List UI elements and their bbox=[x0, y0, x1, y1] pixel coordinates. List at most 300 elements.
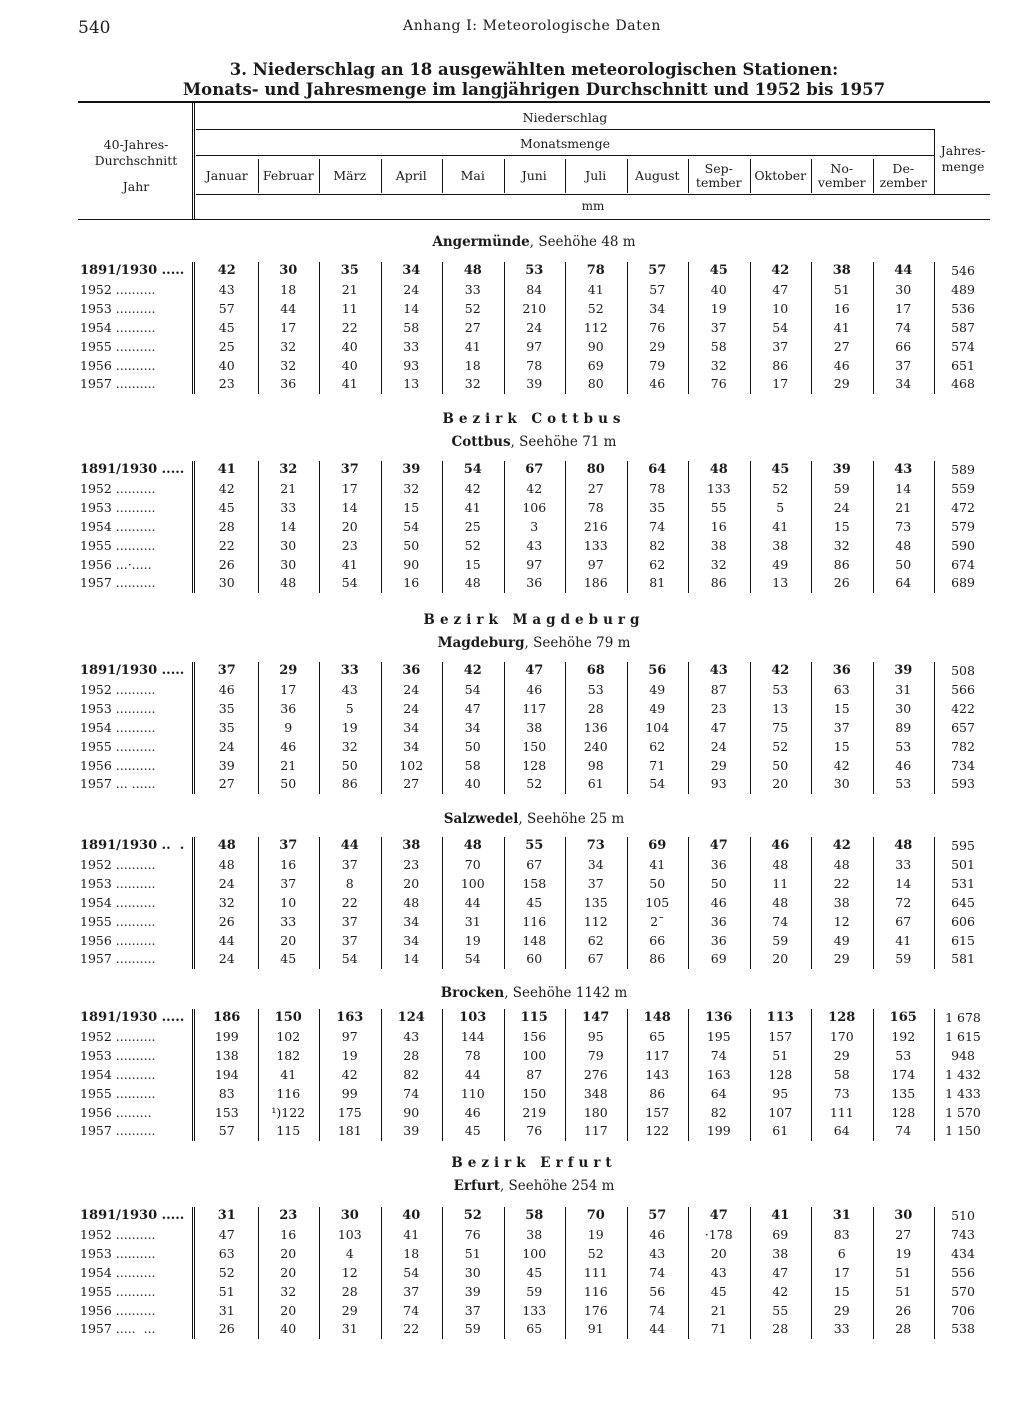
monthly-value: 17 bbox=[772, 376, 789, 392]
monthly-value: 27 bbox=[895, 1226, 912, 1242]
monthly-value: 24 bbox=[833, 499, 850, 515]
header-rule-2 bbox=[196, 155, 934, 156]
month-header-divider bbox=[688, 159, 689, 193]
table-title-line-1: 3. Niederschlag an 18 ausgewählten meteorologischen Stationen: bbox=[229, 60, 839, 79]
monthly-value: 135 bbox=[891, 1085, 916, 1101]
table-row bbox=[78, 1010, 990, 1029]
monthly-value: 43 bbox=[894, 462, 913, 477]
monthly-value: 48 bbox=[772, 856, 789, 872]
monthly-value: 44 bbox=[218, 932, 235, 948]
annual-value: 606 bbox=[951, 913, 975, 929]
header-rule-3 bbox=[196, 194, 990, 195]
monthly-value: 93 bbox=[710, 776, 727, 792]
monthly-value: 219 bbox=[522, 1104, 547, 1120]
monthly-value: 36 bbox=[710, 932, 727, 948]
table-row bbox=[78, 857, 990, 876]
monthly-value: 46 bbox=[464, 1104, 481, 1120]
monthly-value: 46 bbox=[895, 757, 912, 773]
monthly-value: 74 bbox=[649, 1302, 666, 1318]
monthly-value: 98 bbox=[587, 757, 604, 773]
monthly-value: 37 bbox=[833, 719, 850, 735]
row-year: 1955 .......... bbox=[80, 913, 156, 929]
row-year: 1891/1930 ..... bbox=[80, 263, 185, 278]
monthly-value: 41 bbox=[464, 338, 481, 354]
monthly-value: 128 bbox=[828, 1010, 856, 1025]
monthly-value: 43 bbox=[709, 663, 728, 678]
monthly-value: 41 bbox=[649, 856, 666, 872]
monthly-value: 19 bbox=[341, 1047, 358, 1063]
monthly-value: 33 bbox=[895, 856, 912, 872]
month-header: De- zember bbox=[879, 161, 927, 190]
monthly-value: 33 bbox=[280, 913, 297, 929]
monthly-value: 4 bbox=[345, 1245, 354, 1261]
annual-value: 589 bbox=[951, 462, 975, 477]
annual-value: 689 bbox=[951, 575, 975, 591]
row-year: 1955 .......... bbox=[80, 738, 156, 754]
table-row bbox=[78, 1105, 990, 1124]
annual-value: 434 bbox=[951, 1245, 975, 1261]
monthly-value: 34 bbox=[403, 913, 420, 929]
monthly-value: 74 bbox=[710, 1047, 727, 1063]
niederschlag-header: Niederschlag bbox=[522, 110, 608, 125]
annual-value: 574 bbox=[951, 338, 975, 354]
monthly-value: 43 bbox=[218, 281, 235, 297]
table-row bbox=[78, 776, 990, 795]
monthly-value: 37 bbox=[895, 357, 912, 373]
monthly-value: 87 bbox=[526, 1066, 543, 1082]
monthly-value: 79 bbox=[649, 357, 666, 373]
monthly-value: 76 bbox=[526, 1123, 543, 1139]
monthly-value: 44 bbox=[894, 263, 913, 278]
monthly-value: 102 bbox=[276, 1028, 301, 1044]
monthly-value: 80 bbox=[586, 462, 605, 477]
row-year: 1953 .......... bbox=[80, 1245, 156, 1261]
district-heading bbox=[78, 1155, 990, 1171]
monthly-value: 45 bbox=[710, 1283, 727, 1299]
row-year: 1957 ... ...... bbox=[80, 776, 156, 792]
monthly-value: 74 bbox=[895, 1123, 912, 1139]
year-column-header bbox=[78, 103, 194, 219]
monthly-value: 86 bbox=[772, 357, 789, 373]
monthly-value: 31 bbox=[217, 1208, 236, 1223]
monthly-value: 26 bbox=[218, 1321, 235, 1337]
monthly-value: 36 bbox=[832, 663, 851, 678]
monthly-value: 28 bbox=[772, 1321, 789, 1337]
monthly-value: 15 bbox=[464, 556, 481, 572]
monthly-value: 112 bbox=[583, 319, 608, 335]
monthly-value: 26 bbox=[895, 1302, 912, 1318]
station-name: Angermünde bbox=[432, 234, 530, 250]
row-year: 1952 .......... bbox=[80, 281, 156, 297]
monthly-value: 135 bbox=[583, 894, 608, 910]
monthly-value: 20 bbox=[403, 875, 420, 891]
monthly-value: 14 bbox=[895, 480, 912, 496]
annual-value: 593 bbox=[951, 776, 975, 792]
monthly-value: 52 bbox=[464, 300, 481, 316]
monthly-value: 15 bbox=[403, 499, 420, 515]
monthly-value: 48 bbox=[894, 838, 913, 853]
monthly-value: 47 bbox=[709, 838, 728, 853]
monthly-value: 36 bbox=[280, 700, 297, 716]
monthly-value: 52 bbox=[772, 738, 789, 754]
monthly-value: 24 bbox=[403, 700, 420, 716]
monthly-value: 34 bbox=[895, 376, 912, 392]
monthly-value: 128 bbox=[768, 1066, 793, 1082]
monthly-value: 14 bbox=[403, 300, 420, 316]
monthly-value: 192 bbox=[891, 1028, 916, 1044]
monthly-value: 61 bbox=[587, 776, 604, 792]
monthly-value: 103 bbox=[337, 1226, 362, 1242]
monthly-value: 58 bbox=[403, 319, 420, 335]
row-year: 1954 .......... bbox=[80, 518, 156, 534]
monthly-value: 105 bbox=[645, 894, 670, 910]
monthly-value: 17 bbox=[280, 319, 297, 335]
annual-value: 570 bbox=[951, 1283, 975, 1299]
monthly-value: 23 bbox=[218, 376, 235, 392]
monthly-value: 175 bbox=[337, 1104, 362, 1120]
monthly-value: 27 bbox=[833, 338, 850, 354]
monthly-value: 76 bbox=[464, 1226, 481, 1242]
monthly-value: 55 bbox=[525, 838, 544, 853]
month-header-divider bbox=[811, 159, 812, 193]
annual-value: 674 bbox=[951, 556, 975, 572]
monthly-value: 50 bbox=[464, 738, 481, 754]
monthly-value: 44 bbox=[464, 894, 481, 910]
monthly-value: 56 bbox=[649, 1283, 666, 1299]
monthly-value: 27 bbox=[403, 776, 420, 792]
monthly-value: 113 bbox=[766, 1010, 794, 1025]
monthly-value: 9 bbox=[284, 719, 293, 735]
table-row bbox=[78, 895, 990, 914]
monthly-value: 37 bbox=[217, 663, 236, 678]
monthly-value: 37 bbox=[341, 913, 358, 929]
monthly-value: 90 bbox=[587, 338, 604, 354]
table-row bbox=[78, 500, 990, 519]
monthly-value: 57 bbox=[649, 281, 666, 297]
monthly-value: 69 bbox=[710, 951, 727, 967]
monthly-value: 54 bbox=[464, 951, 481, 967]
monthly-value: 41 bbox=[895, 932, 912, 948]
monthly-value: 110 bbox=[460, 1085, 485, 1101]
monthly-value: 28 bbox=[218, 518, 235, 534]
monthly-value: 104 bbox=[645, 719, 670, 735]
monthly-value: 51 bbox=[895, 1283, 912, 1299]
monthly-value: 51 bbox=[464, 1245, 481, 1261]
monthly-value: 23 bbox=[710, 700, 727, 716]
monthly-value: 28 bbox=[341, 1283, 358, 1299]
monthly-value: 100 bbox=[522, 1047, 547, 1063]
month-header-divider bbox=[442, 159, 443, 193]
annual-value: 468 bbox=[951, 376, 975, 392]
monthly-value: 34 bbox=[649, 300, 666, 316]
jahresmenge-header-line-1: Jahres- bbox=[940, 143, 986, 158]
header-double-divider bbox=[192, 103, 195, 219]
monthly-value: 13 bbox=[772, 700, 789, 716]
monthly-value: 97 bbox=[341, 1028, 358, 1044]
monthly-value: 42 bbox=[772, 1283, 789, 1299]
monthly-value: 82 bbox=[710, 1104, 727, 1120]
monthly-value: 144 bbox=[460, 1028, 485, 1044]
monthly-value: 90 bbox=[403, 556, 420, 572]
monthly-value: 32 bbox=[464, 376, 481, 392]
row-year: 1954 .......... bbox=[80, 1264, 156, 1280]
monthly-value: 53 bbox=[587, 681, 604, 697]
annual-value: 538 bbox=[951, 1321, 975, 1337]
annual-value: 645 bbox=[951, 894, 975, 910]
monthly-value: ¹)122 bbox=[271, 1104, 306, 1120]
monthly-value: 28 bbox=[587, 700, 604, 716]
month-header: August bbox=[634, 168, 680, 183]
monthly-value: 41 bbox=[464, 499, 481, 515]
row-year: 1957 .......... bbox=[80, 376, 156, 392]
monthly-value: 16 bbox=[280, 856, 297, 872]
station-elevation: , Seehöhe 79 m bbox=[524, 635, 631, 651]
monthly-value: 20 bbox=[341, 518, 358, 534]
monthly-value: 42 bbox=[217, 263, 236, 278]
monthly-value: 12 bbox=[341, 1264, 358, 1280]
monthly-value: 42 bbox=[833, 757, 850, 773]
monthly-value: 181 bbox=[337, 1123, 362, 1139]
monthly-value: 33 bbox=[340, 663, 359, 678]
station-heading bbox=[78, 811, 990, 827]
row-year: 1955 .......... bbox=[80, 537, 156, 553]
row-year: 1956 ...·..... bbox=[80, 556, 152, 572]
table-row bbox=[78, 1246, 990, 1265]
monthly-value: 89 bbox=[895, 719, 912, 735]
monthly-value: 73 bbox=[586, 838, 605, 853]
monthly-value: 13 bbox=[772, 575, 789, 591]
monthly-value: 49 bbox=[649, 681, 666, 697]
year-header-line-1: 40-Jahres- bbox=[103, 137, 169, 152]
row-year: 1957 ..... ... bbox=[80, 1321, 156, 1337]
table-row bbox=[78, 1265, 990, 1284]
monthly-value: 61 bbox=[772, 1123, 789, 1139]
monthly-value: 62 bbox=[649, 738, 666, 754]
monthly-value: 53 bbox=[525, 263, 544, 278]
annual-value: 590 bbox=[951, 537, 975, 553]
monthly-value: 276 bbox=[583, 1066, 608, 1082]
table-row bbox=[78, 1284, 990, 1303]
table-row bbox=[78, 358, 990, 377]
row-year: 1954 .......... bbox=[80, 894, 156, 910]
monthly-value: 37 bbox=[710, 319, 727, 335]
monthly-value: 34 bbox=[403, 719, 420, 735]
monthly-value: 72 bbox=[895, 894, 912, 910]
monthly-value: 49 bbox=[772, 556, 789, 572]
monthly-value: 30 bbox=[464, 1264, 481, 1280]
table-title bbox=[78, 60, 990, 100]
station-elevation: , Seehöhe 1142 m bbox=[504, 985, 628, 1001]
monthly-value: 21 bbox=[341, 281, 358, 297]
monthly-value: 19 bbox=[341, 719, 358, 735]
monthly-value: ·178 bbox=[704, 1226, 733, 1242]
monthly-value: 16 bbox=[710, 518, 727, 534]
annual-value: 566 bbox=[951, 681, 975, 697]
monthly-value: 124 bbox=[397, 1010, 425, 1025]
annual-value: 472 bbox=[951, 499, 975, 515]
monthly-value: 25 bbox=[464, 518, 481, 534]
monthly-value: 29 bbox=[710, 757, 727, 773]
monthly-value: 38 bbox=[772, 1245, 789, 1261]
month-header-divider bbox=[627, 159, 628, 193]
monthly-value: 36 bbox=[402, 663, 421, 678]
monthly-value: 17 bbox=[895, 300, 912, 316]
station-name: Erfurt bbox=[453, 1178, 500, 1194]
monthly-value: 48 bbox=[463, 838, 482, 853]
monthly-value: 122 bbox=[645, 1123, 670, 1139]
monthly-value: 27 bbox=[464, 319, 481, 335]
monthly-value: 41 bbox=[587, 281, 604, 297]
monthly-value: 58 bbox=[464, 757, 481, 773]
monthly-value: 59 bbox=[464, 1321, 481, 1337]
monthly-value: 31 bbox=[895, 681, 912, 697]
table-row bbox=[78, 1029, 990, 1048]
row-year: 1954 .......... bbox=[80, 319, 156, 335]
row-year: 1957 .......... bbox=[80, 951, 156, 967]
monthly-value: 64 bbox=[710, 1085, 727, 1101]
monthly-value: 32 bbox=[710, 357, 727, 373]
monthly-value: 54 bbox=[403, 1264, 420, 1280]
monthly-value: 63 bbox=[218, 1245, 235, 1261]
monthly-value: 67 bbox=[526, 856, 543, 872]
row-year: 1891/1930 ..... bbox=[80, 1010, 185, 1025]
monthly-value: 40 bbox=[464, 776, 481, 792]
monthly-value: 54 bbox=[464, 681, 481, 697]
table-row bbox=[78, 481, 990, 500]
monthly-value: 117 bbox=[522, 700, 547, 716]
monthly-value: 11 bbox=[341, 300, 358, 316]
monthly-value: 10 bbox=[772, 300, 789, 316]
monthly-value: 158 bbox=[522, 875, 547, 891]
monthly-value: 66 bbox=[895, 338, 912, 354]
monthly-value: 42 bbox=[526, 480, 543, 496]
monthly-value: 240 bbox=[583, 738, 608, 754]
monthly-value: 59 bbox=[526, 1283, 543, 1299]
month-header: Januar bbox=[205, 168, 248, 183]
table-row bbox=[78, 663, 990, 682]
annual-value: 587 bbox=[951, 319, 975, 335]
monthly-value: 74 bbox=[649, 1264, 666, 1280]
monthly-value: 5 bbox=[776, 499, 785, 515]
annual-value: 657 bbox=[951, 719, 975, 735]
monthly-value: 66 bbox=[649, 932, 666, 948]
month-header: Juli bbox=[585, 168, 607, 183]
monthly-value: 46 bbox=[710, 894, 727, 910]
monthly-value: 24 bbox=[218, 951, 235, 967]
monthly-value: 8 bbox=[345, 875, 354, 891]
monthly-value: 46 bbox=[771, 838, 790, 853]
table-row bbox=[78, 320, 990, 339]
row-year: 1955 .......... bbox=[80, 338, 156, 354]
monthly-value: 20 bbox=[710, 1245, 727, 1261]
monthly-value: 117 bbox=[645, 1047, 670, 1063]
monthly-value: 116 bbox=[583, 1283, 608, 1299]
station-heading bbox=[78, 985, 990, 1001]
monthly-value: 32 bbox=[280, 1283, 297, 1299]
monthly-value: 43 bbox=[341, 681, 358, 697]
annual-value: 651 bbox=[951, 357, 975, 373]
monthly-value: 45 bbox=[771, 462, 790, 477]
annual-value: 501 bbox=[951, 856, 975, 872]
monthly-value: 55 bbox=[710, 499, 727, 515]
monthly-value: 97 bbox=[587, 556, 604, 572]
monthly-value: 20 bbox=[280, 932, 297, 948]
row-year: 1955 .......... bbox=[80, 1283, 156, 1299]
monthly-value: 42 bbox=[771, 263, 790, 278]
district-heading bbox=[78, 612, 990, 628]
month-header-divider bbox=[565, 159, 566, 193]
monthly-value: 48 bbox=[463, 263, 482, 278]
monthly-value: 23 bbox=[403, 856, 420, 872]
monthly-value: 103 bbox=[459, 1010, 487, 1025]
monthly-value: 25 bbox=[218, 338, 235, 354]
monthly-value: 31 bbox=[464, 913, 481, 929]
monthly-value: 87 bbox=[710, 681, 727, 697]
monthly-value: 34 bbox=[587, 856, 604, 872]
monthly-value: 57 bbox=[648, 1208, 667, 1223]
monthly-value: 59 bbox=[772, 932, 789, 948]
monthly-value: 21 bbox=[280, 757, 297, 773]
monthly-value: 86 bbox=[833, 556, 850, 572]
monthly-value: 97 bbox=[526, 556, 543, 572]
table-row bbox=[78, 376, 990, 395]
monthly-value: 45 bbox=[464, 1123, 481, 1139]
monthly-value: 46 bbox=[649, 376, 666, 392]
monthly-value: 65 bbox=[649, 1028, 666, 1044]
monthly-value: 39 bbox=[832, 462, 851, 477]
monthly-value: 41 bbox=[403, 1226, 420, 1242]
monthly-value: 199 bbox=[214, 1028, 239, 1044]
table-row bbox=[78, 1303, 990, 1322]
station-heading bbox=[78, 1178, 990, 1194]
monthly-value: 186 bbox=[213, 1010, 241, 1025]
annual-value: 508 bbox=[951, 663, 975, 678]
monthly-value: 15 bbox=[833, 1283, 850, 1299]
monthly-value: 35 bbox=[340, 263, 359, 278]
monthly-value: 52 bbox=[526, 776, 543, 792]
monthly-value: 45 bbox=[709, 263, 728, 278]
monthly-value: 186 bbox=[583, 575, 608, 591]
station-elevation: , Seehöhe 25 m bbox=[518, 811, 625, 827]
monthly-value: 38 bbox=[710, 537, 727, 553]
monthly-value: 46 bbox=[280, 738, 297, 754]
table-row bbox=[78, 1123, 990, 1142]
monthly-value: 48 bbox=[709, 462, 728, 477]
monthly-value: 48 bbox=[833, 856, 850, 872]
monthly-value: 18 bbox=[280, 281, 297, 297]
station-heading bbox=[78, 434, 990, 450]
monthly-value: 24 bbox=[403, 681, 420, 697]
monthly-value: 47 bbox=[772, 281, 789, 297]
month-header-divider bbox=[750, 159, 751, 193]
monthly-value: 138 bbox=[214, 1047, 239, 1063]
monthly-value: 48 bbox=[895, 537, 912, 553]
monthly-value: 39 bbox=[464, 1283, 481, 1299]
monthly-value: 86 bbox=[710, 575, 727, 591]
table-row bbox=[78, 876, 990, 895]
monthly-value: 37 bbox=[772, 338, 789, 354]
station-elevation: , Seehöhe 254 m bbox=[499, 1178, 615, 1194]
monthly-value: 112 bbox=[583, 913, 608, 929]
monthly-value: 133 bbox=[583, 537, 608, 553]
monthly-value: 48 bbox=[218, 856, 235, 872]
monthly-value: 73 bbox=[833, 1085, 850, 1101]
table-row bbox=[78, 557, 990, 576]
monthly-value: 84 bbox=[526, 281, 543, 297]
monthly-value: 41 bbox=[771, 1208, 790, 1223]
monthly-value: 102 bbox=[399, 757, 424, 773]
table-row bbox=[78, 1321, 990, 1340]
